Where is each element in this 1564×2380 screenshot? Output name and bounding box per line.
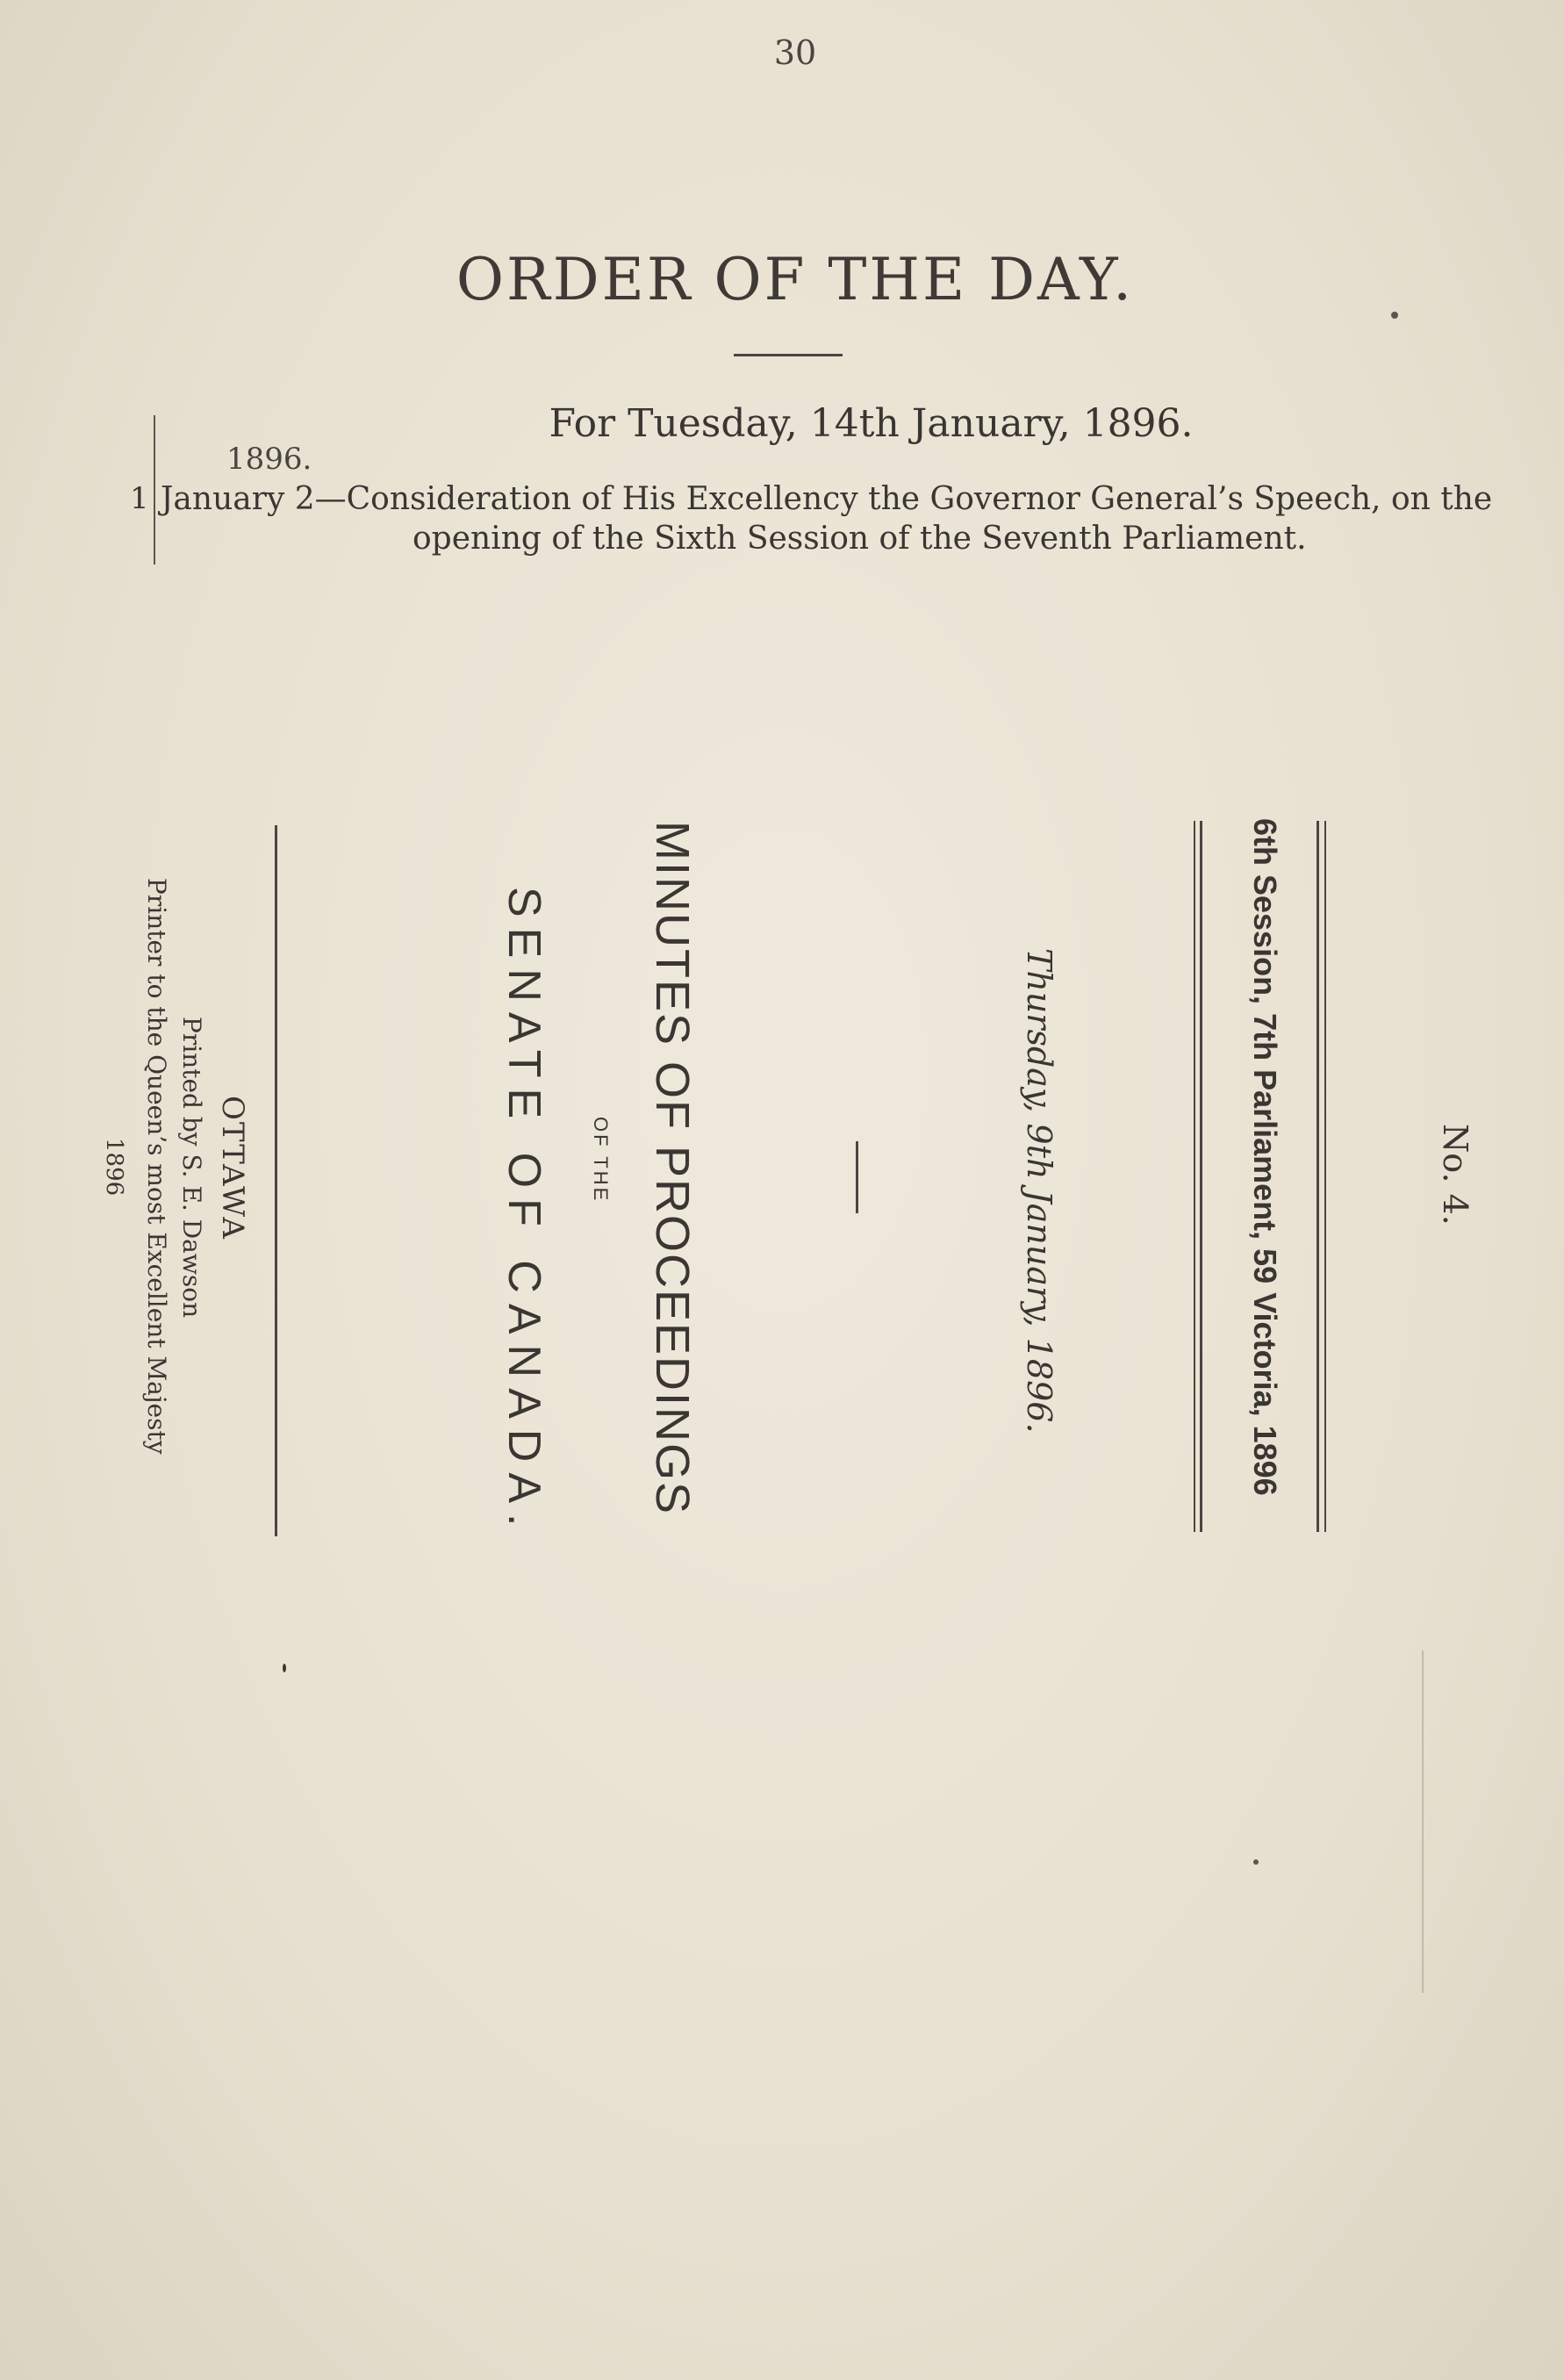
order-date-heading: For Tuesday, 14th January, 1896.	[549, 401, 1194, 446]
cover-rule-right-inner	[1324, 821, 1326, 1532]
page-number: 30	[773, 33, 817, 72]
cover-place: OTTAWA	[215, 1096, 250, 1240]
cover-title-line-2: SENATE OF CANADA.	[499, 887, 549, 1537]
speck	[1391, 312, 1398, 319]
cover-rule-left-outer	[1200, 821, 1202, 1532]
cover-imprint-year: 1896	[101, 1138, 127, 1197]
cover-rule-right-outer	[1316, 821, 1319, 1532]
cover-number: No. 4.	[1436, 1124, 1474, 1226]
cover-of-the: OF THE	[590, 1117, 612, 1204]
order-item-line-1: January 2—Consideration of His Excellency the Governor General’s Speech, on the	[161, 481, 1493, 517]
title-rule	[734, 354, 843, 356]
speck	[1253, 1859, 1259, 1865]
showthrough-rule	[1422, 1650, 1424, 1993]
item-number: 1	[130, 481, 149, 516]
cover-session: 6th Session, 7th Parliament, 59 Victoria, 1896	[1247, 818, 1283, 1496]
cover-rule-left-inner	[1194, 821, 1195, 1532]
speck	[283, 1664, 286, 1672]
cover-title-line-1: MINUTES OF PROCEEDINGS	[646, 821, 699, 1516]
order-item-line-2: opening of the Sixth Session of the Seventh Parliament.	[413, 521, 1307, 557]
cover-short-rule	[856, 1141, 858, 1213]
margin-rule	[154, 415, 155, 564]
cover-date: Thursday, 9th January, 1896.	[1020, 948, 1058, 1434]
cover-rule-imprint	[275, 825, 277, 1536]
cover-printer-title: Printer to the Queen’s most Excellent Majesty	[142, 878, 171, 1455]
page-title: ORDER OF THE DAY.	[456, 246, 1135, 313]
cover-printer: Printed by S. E. Dawson	[177, 1017, 206, 1319]
year-label: 1896.	[226, 442, 312, 477]
